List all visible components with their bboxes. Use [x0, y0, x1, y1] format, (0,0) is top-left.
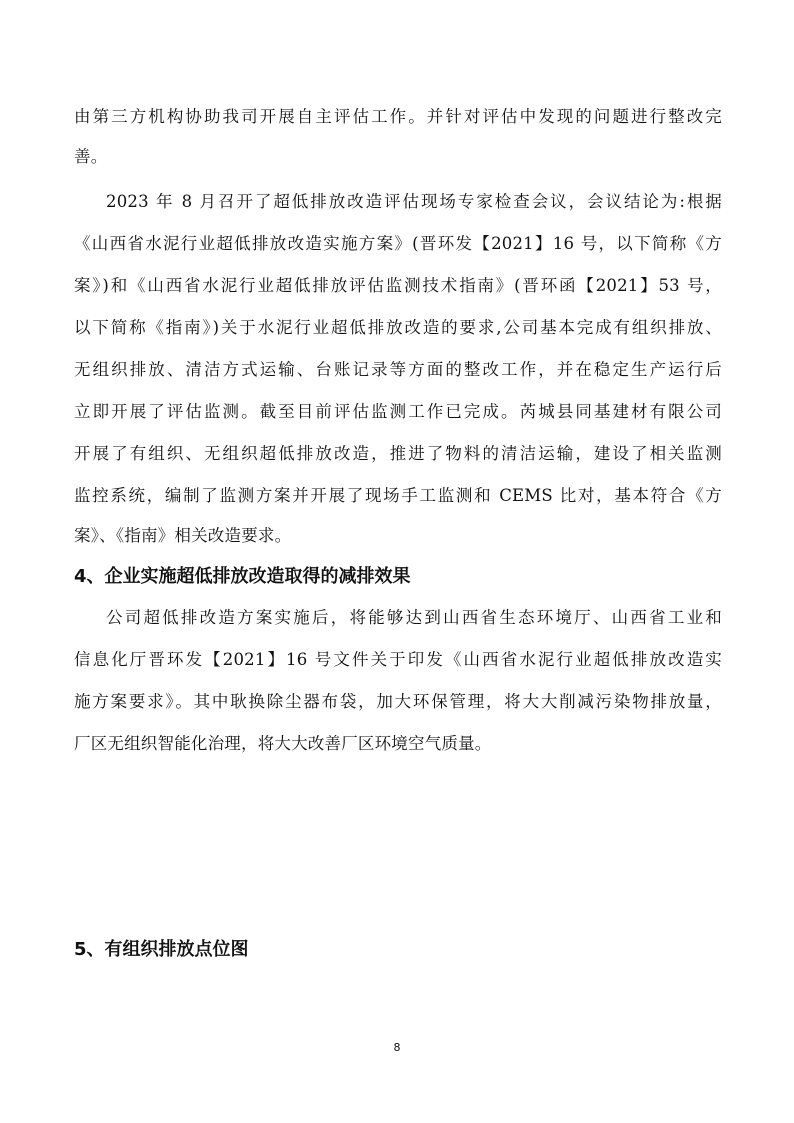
paragraph-3-line-3: 施方案要求》。其中耿换除尘器布袋，加大环保管理，将大大削减污染物排放量，: [74, 692, 722, 711]
section-heading-5: 5、有组织排放点位图: [74, 939, 249, 960]
paragraph-2-line-5: 无组织排放、清洁方式运输、台账记录等方面的整改工作，并在稳定生产运行后: [74, 360, 722, 379]
paragraph-2-line-4: 以下简称《指南》)关于水泥行业超低排放改造的要求,公司基本完成有组织排放、: [74, 318, 722, 337]
paragraph-2-line-3: 案》)和《山西省水泥行业超低排放评估监测技术指南》(晋环函【2021】53 号，: [74, 276, 722, 295]
page-number: 8: [393, 1041, 401, 1054]
paragraph-3-line-2: 信息化厅晋环发【2021】16 号文件关于印发《山西省水泥行业超低排放改造实: [74, 650, 722, 669]
section-heading-4: 4、企业实施超低排放改造取得的减排效果: [74, 566, 411, 587]
paragraph-1-line-1: 由第三方机构协助我司开展自主评估工作。并针对评估中发现的问题进行整改完: [74, 107, 722, 126]
paragraph-3-line-1: 公司超低排改造方案实施后，将能够达到山西省生态环境厅、山西省工业和: [106, 608, 722, 627]
paragraph-2-line-1: 2023 年 8 月召开了超低排放改造评估现场专家检查会议，会议结论为:根据: [106, 192, 722, 211]
paragraph-2-line-9: 案》、《指南》相关改造要求。: [74, 526, 292, 545]
paragraph-3-line-4: 厂区无组织智能化治理，将大大改善厂区环境空气质量。: [74, 734, 492, 753]
paragraph-1-line-2: 善。: [74, 147, 108, 166]
paragraph-2-line-2: 《山西省水泥行业超低排放改造实施方案》(晋环发【2021】16 号，以下简称《方: [74, 234, 722, 253]
paragraph-2-line-6: 立即开展了评估监测。截至目前评估监测工作已完成。芮城县同基建材有限公司: [74, 402, 722, 421]
paragraph-2-line-7: 开展了有组织、无组织超低排放改造，推进了物料的清洁运输，建设了相关监测: [74, 444, 722, 463]
paragraph-2-line-8: 监控系统，编制了监测方案并开展了现场手工监测和 CEMS 比对，基本符合《方: [74, 486, 722, 505]
